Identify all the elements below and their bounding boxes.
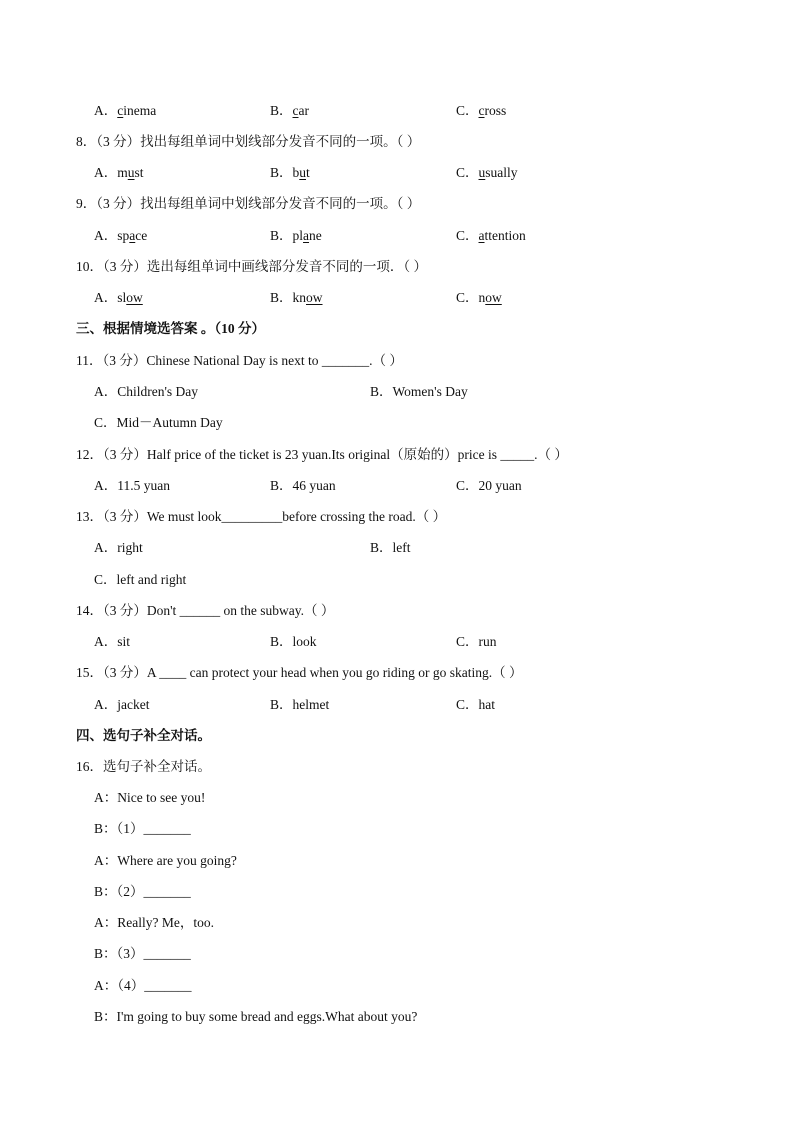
q15-option-a: A．jacket	[94, 697, 150, 712]
q10-option-b: B．know	[270, 290, 323, 305]
section-4-heading: 四、选句子补全对话。	[76, 728, 211, 743]
q10-option-c: C．now	[456, 290, 502, 305]
dialogue-line-3: A：Where are you going?	[94, 853, 237, 868]
q7-option-c: C．cross	[456, 103, 507, 118]
q13-option-c: C．left and right	[94, 572, 187, 587]
q15-option-b: B．helmet	[270, 697, 330, 712]
q11-option-c: C．Mid－Autumn Day	[94, 415, 223, 430]
q14-stem: 14．（3 分）Don't ______ on the subway.（ ）	[76, 603, 335, 618]
q9-option-a: A．space	[94, 228, 148, 243]
q12-option-b: B．46 yuan	[270, 478, 336, 493]
q10-option-a: A．slow	[94, 290, 143, 305]
q14-option-c: C．run	[456, 634, 497, 649]
q13-option-b: B．left	[370, 540, 411, 555]
q10-stem: 10．（3 分）选出每组单词中画线部分发音不同的一项．（ ）	[76, 259, 427, 274]
q9-option-b: B．plane	[270, 228, 322, 243]
q8-option-b: B．but	[270, 165, 310, 180]
q8-stem: 8．（3 分）找出每组单词中划线部分发音不同的一项。（ ）	[76, 134, 421, 149]
q14-option-a: A．sit	[94, 634, 131, 649]
q8-option-c: C．usually	[456, 165, 518, 180]
dialogue-line-5: A：Really? Me，too.	[94, 915, 214, 930]
q15-option-c: C．hat	[456, 697, 495, 712]
q11-option-a: A．Children's Day	[94, 384, 199, 399]
dialogue-line-8: B：I'm going to buy some bread and eggs.What about you?	[94, 1009, 418, 1024]
q14-option-b: B．look	[270, 634, 317, 649]
q12-option-a: A．11.5 yuan	[94, 478, 170, 493]
q16-stem: 16．选句子补全对话。	[76, 759, 211, 774]
q13-option-a: A．right	[94, 540, 143, 555]
q8-option-a: A．must	[94, 165, 144, 180]
dialogue-line-4: B：（2）_______	[94, 884, 191, 899]
dialogue-line-2: B：（1）_______	[94, 821, 191, 836]
q12-option-c: C．20 yuan	[456, 478, 522, 493]
dialogue-line-1: A：Nice to see you!	[94, 790, 206, 805]
q9-stem: 9．（3 分）找出每组单词中划线部分发音不同的一项。（ ）	[76, 196, 421, 211]
q11-stem: 11．（3 分）Chinese National Day is next to _______.（ ）	[76, 353, 403, 368]
dialogue-line-6: B：（3）_______	[94, 946, 191, 961]
q12-stem: 12．（3 分）Half price of the ticket is 23 yuan.Its original（原始的）price is _____.（ ）	[76, 447, 568, 462]
section-3-heading: 三、根据情境选答案 。（10 分）	[76, 321, 265, 336]
q9-option-c: C．attention	[456, 228, 526, 243]
q13-stem: 13．（3 分）We must look_________before crossing the road.（ ）	[76, 509, 447, 524]
q15-stem: 15．（3 分）A ____ can protect your head when you go riding or go skating.（ ）	[76, 665, 523, 680]
q7-option-b: B．car	[270, 103, 310, 118]
dialogue-line-7: A：（4）_______	[94, 978, 192, 993]
q11-option-b: B．Women's Day	[370, 384, 468, 399]
q7-option-a: A．cinema	[94, 103, 157, 118]
